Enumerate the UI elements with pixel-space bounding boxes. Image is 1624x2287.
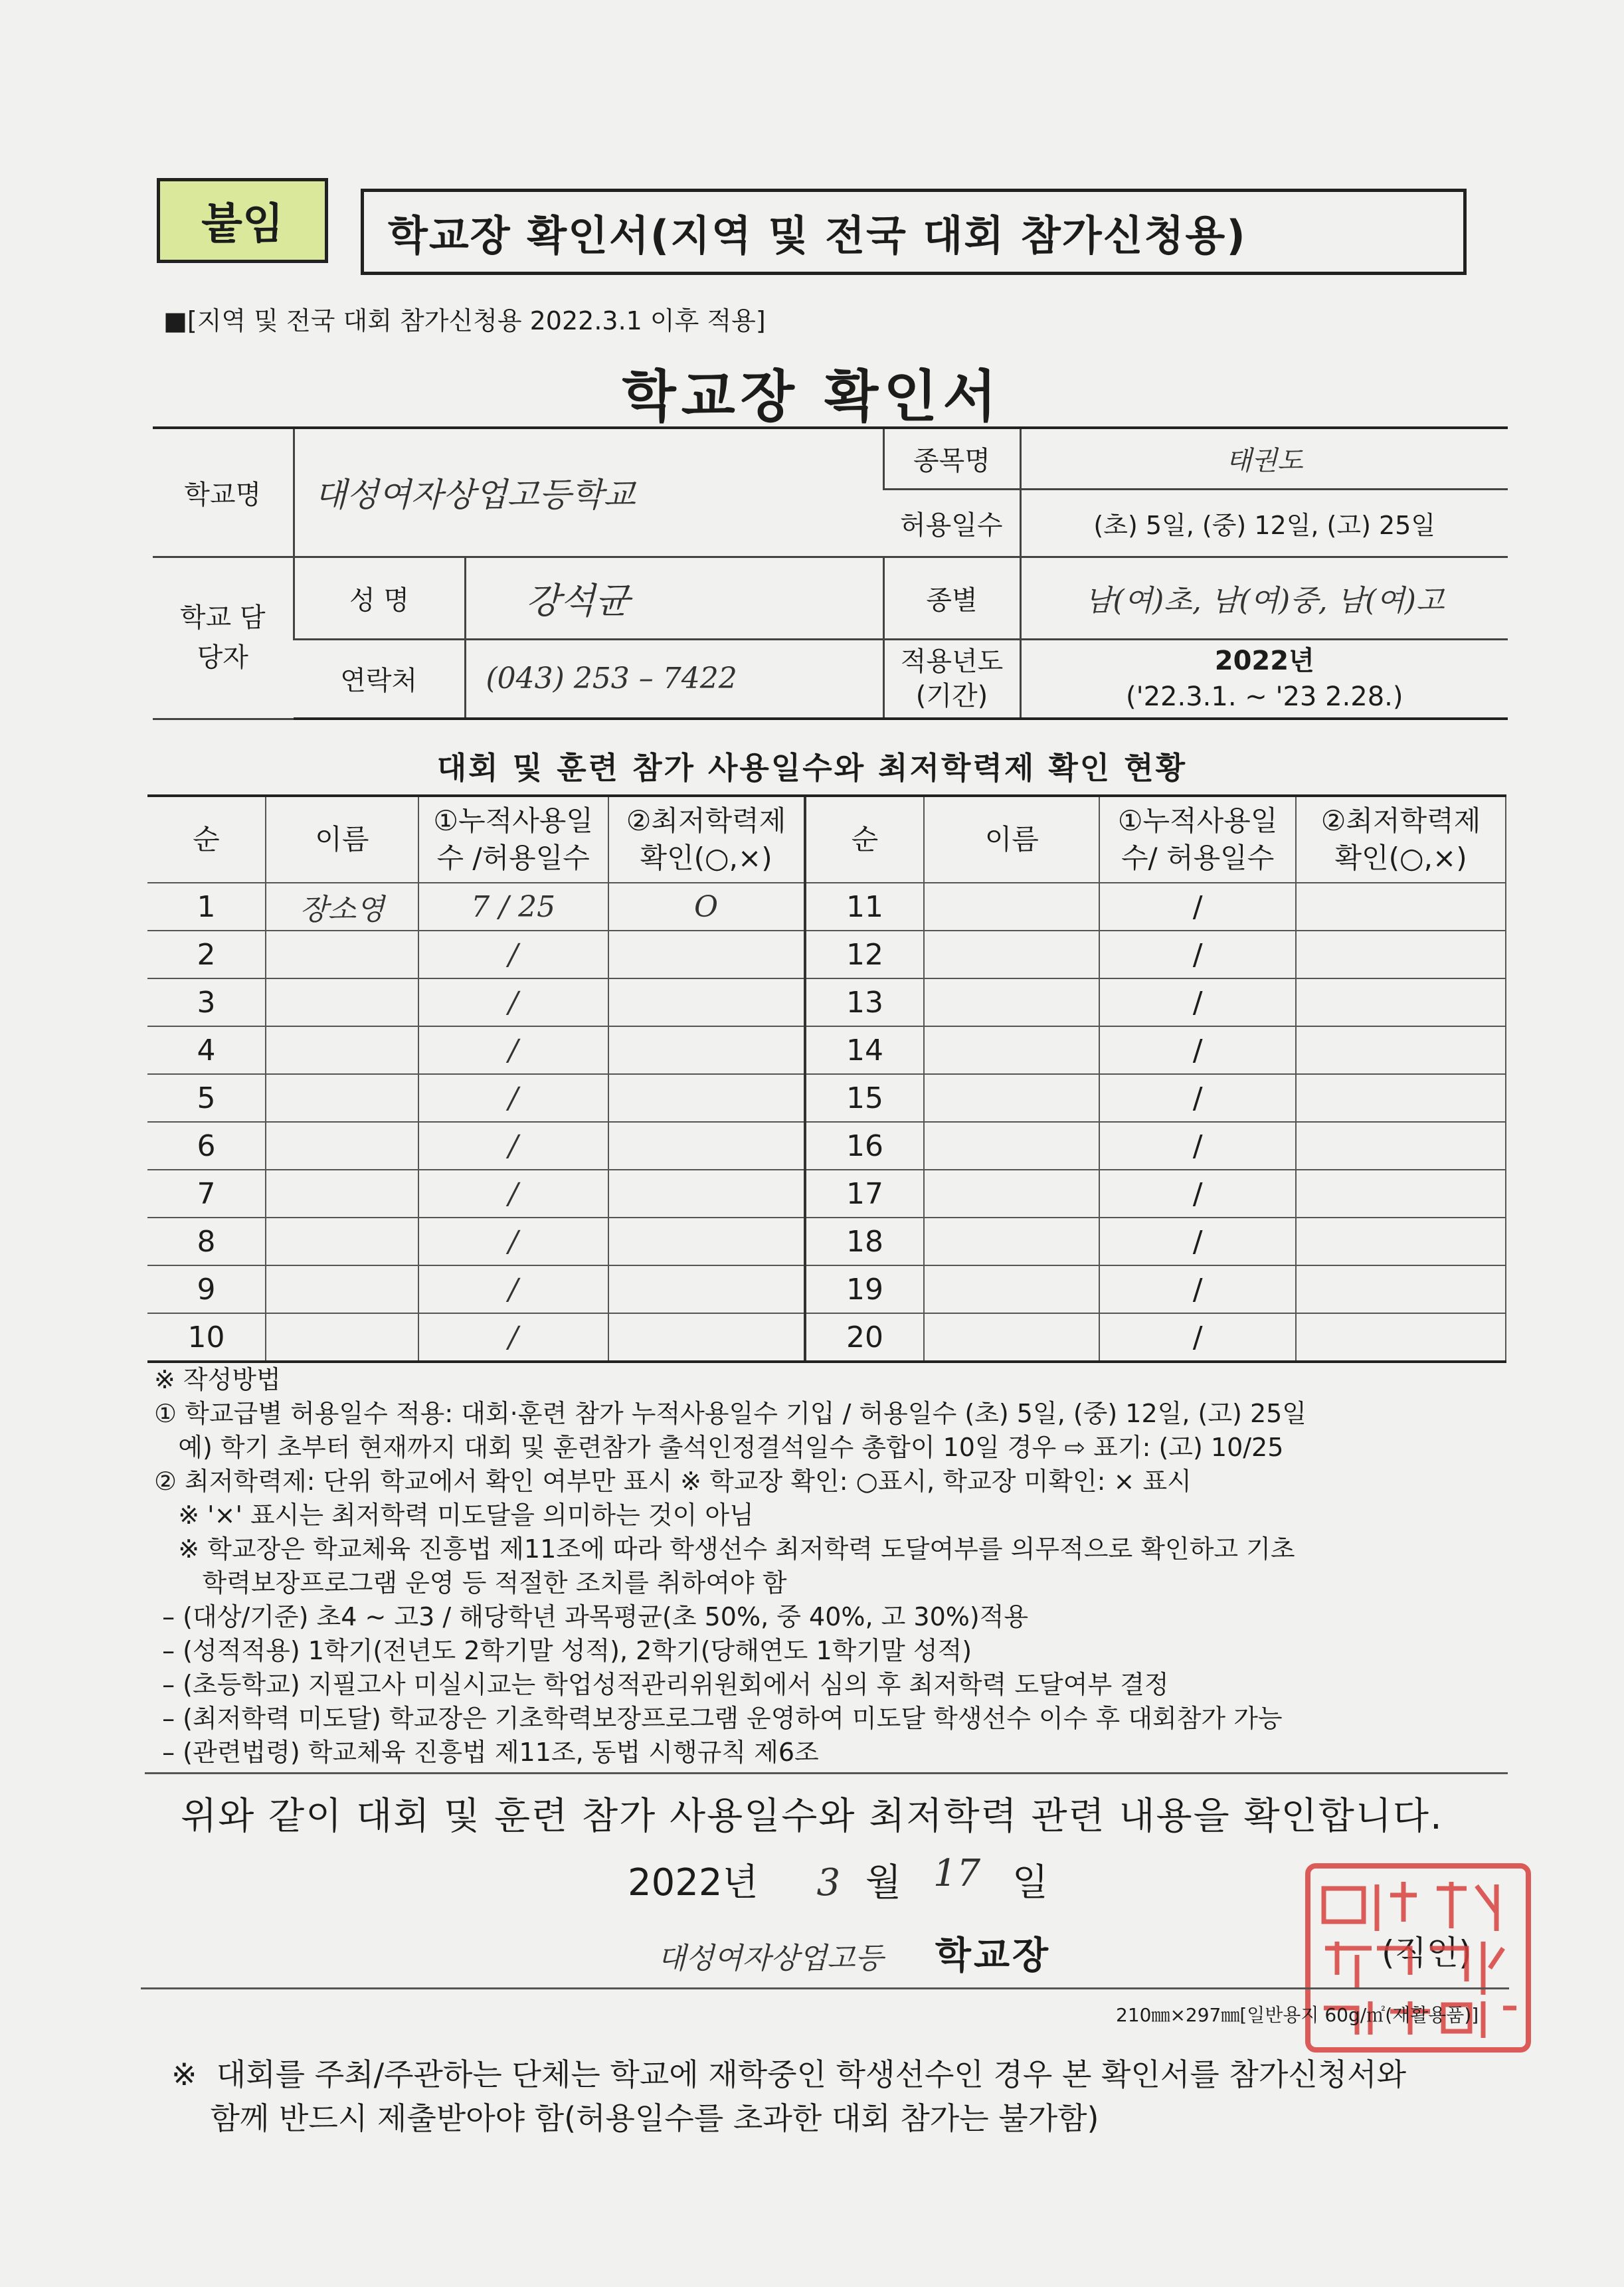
table-row [147,1026,1506,1074]
row-number-right: 12 [805,931,925,978]
row-number: 3 [147,978,266,1026]
allowed-days-label: 허용일수 [883,489,1020,557]
date-line [628,1853,1048,1906]
date-year: 2022년 [628,1861,759,1904]
header-days: ①누적사용일수 /허용일수 [418,796,608,883]
row-number-right: 14 [805,1026,925,1074]
footer-note [171,2053,1500,2140]
row-days: / [418,1026,608,1074]
table-row [147,1170,1506,1218]
row-check-right [1296,978,1506,1026]
sport-value: 태권도 [1020,428,1508,489]
row-days: / [418,1265,608,1313]
row-days: / [418,1074,608,1122]
row-check-right [1296,1313,1506,1362]
row-number: 2 [147,931,266,978]
row-check-right [1296,1265,1506,1313]
school-value: 대성여자상업고등학교 [294,428,883,557]
row-days-right: / [1099,978,1296,1026]
row-name-right [924,978,1099,1026]
row-number: 9 [147,1265,266,1313]
row-name-right [924,1170,1099,1218]
seal-label: (직인) [1382,1934,1472,1972]
row-number-right: 11 [805,883,925,931]
row-number: 7 [147,1170,266,1218]
row-name-right [924,1313,1099,1362]
table-row [147,1265,1506,1313]
row-check [608,1313,805,1362]
row-days-right: / [1099,1218,1296,1265]
row-days-right: / [1099,1074,1296,1122]
year-label: 적용년도 (기간) [883,639,1020,719]
row-number-right: 18 [805,1218,925,1265]
footer-line-2: 함께 반드시 제출받아야 함(허용일수를 초과한 대회 참가는 불가함) [171,2100,1099,2136]
name-label: 성 명 [294,557,465,639]
row-check [608,931,805,978]
note-line: – (초등학교) 지필고사 미실시교는 학업성적관리위원회에서 심의 후 최저학력 도달여부 결정 [154,1670,1169,1699]
table-row [147,1074,1506,1122]
table-row [147,1218,1506,1265]
note-line: ※ '×' 표시는 최저학력 미도달을 의미하는 것이 아님 [154,1501,754,1530]
row-check-right [1296,1218,1506,1265]
row-number-right: 19 [805,1265,925,1313]
date-month-unit: 월 [865,1861,901,1904]
row-days: / [418,1218,608,1265]
signature-line [658,1926,1051,1979]
status-table [147,794,1506,1363]
row-name [266,1122,418,1170]
row-name [266,978,418,1026]
table-row [147,931,1506,978]
scope-note: ■[지역 및 전국 대회 참가신청용 2022.3.1 이후 적용] [163,306,766,335]
confirm-text: 위와 같이 대회 및 훈련 참가 사용일수와 최저학력 관련 내용을 확인합니다. [181,1795,1443,1838]
note-line: 학력보장프로그램 운영 등 적절한 조치를 취하여야 함 [154,1568,787,1598]
info-table [153,426,1508,720]
row-number-right: 15 [805,1074,925,1122]
row-number: 4 [147,1026,266,1074]
row-check: O [608,883,805,931]
row-check [608,1122,805,1170]
row-name-right [924,1218,1099,1265]
contact-value: (043) 253 – 7422 [465,639,883,719]
row-days-right: / [1099,883,1296,931]
divider [145,1772,1508,1774]
note-line: ① 학교급별 허용일수 적용: 대회·훈련 참가 누적사용일수 기입 / 허용일수 (초) 5일, (중) 12일, (고) 25일 [154,1399,1307,1428]
row-check-right [1296,1170,1506,1218]
row-name-right [924,1026,1099,1074]
row-days: / [418,1170,608,1218]
manager-label: 학교 담당자 [153,557,294,719]
allowed-days-value: (초) 5일, (중) 12일, (고) 25일 [1020,489,1508,557]
row-number-right: 13 [805,978,925,1026]
note-line: ※ 작성방법 [154,1365,281,1394]
table-row [147,1313,1506,1362]
row-days: 7 / 25 [418,883,608,931]
note-line: ※ 학교장은 학교체육 진흥법 제11조에 따라 학생선수 최저학력 도달여부를 의무적으로 확인하고 기초 [154,1534,1295,1564]
year-cell [1020,639,1508,719]
header-no: 순 [147,796,266,883]
row-check-right [1296,1122,1506,1170]
signature-title: 학교장 [935,1934,1051,1977]
row-name [266,1218,418,1265]
row-check-right [1296,883,1506,931]
header-name-right: 이름 [924,796,1099,883]
note-line: ② 최저학력제: 단위 학교에서 확인 여부만 표시 ※ 학교장 확인: ○표시, 학교장 미확인: × 표시 [154,1467,1192,1496]
header-no-right: 순 [805,796,925,883]
note-line: – (최저학력 미도달) 학교장은 기초학력보장프로그램 운영하여 미도달 학생선수 이수 후 대회참가 가능 [154,1704,1283,1733]
row-name-right [924,931,1099,978]
footer-line-1: ※ 대회를 주최/주관하는 단체는 학교에 재학중인 학생선수인 경우 본 확인서를 참가신청서와 [171,2057,1407,2092]
header-check-right: ②최저학력제 확인(○,×) [1296,796,1506,883]
row-days: / [418,1313,608,1362]
row-days-right: / [1099,1313,1296,1362]
row-days-right: / [1099,1170,1296,1218]
row-name [266,1026,418,1074]
note-line: – (성적적용) 1학기(전년도 2학기말 성적), 2학기(당해연도 1학기말 성적) [154,1636,972,1665]
date-day: 17 [933,1852,981,1895]
note-line: – (대상/기준) 초4 ~ 고3 / 해당학년 과목평균(초 50%, 중 40%, 고 30%)적용 [154,1602,1029,1631]
table-row [147,978,1506,1026]
notes [154,1363,1516,1770]
attachment-badge: 붙임 [157,178,328,263]
school-label: 학교명 [153,428,294,557]
row-days: / [418,931,608,978]
row-check [608,1265,805,1313]
year-value: 2022년 [1214,645,1314,676]
header-title: 학교장 확인서(지역 및 전국 대회 참가신청용) [361,189,1467,275]
row-name: 장소영 [266,883,418,931]
category-value: 남(여)초, 남(여)중, 남(여)고 [1020,557,1508,639]
sport-label: 종목명 [883,428,1020,489]
paper-spec: 210㎜×297㎜[일반용지 60g/㎡(재활용품)] [1116,2004,1479,2026]
category-label: 종별 [883,557,1020,639]
row-name [266,1265,418,1313]
row-name [266,1170,418,1218]
period-value: ('22.3.1. ~ '23 2.28.) [1126,681,1403,712]
row-days-right: / [1099,1265,1296,1313]
document-title: 학교장 확인서 [622,364,1002,429]
row-days-right: / [1099,931,1296,978]
name-value: 강석균 [465,557,883,639]
row-name-right [924,1074,1099,1122]
note-line: 예) 학기 초부터 현재까지 대회 및 훈련참가 출석인정결석일수 총합이 10일 경우 ⇨ 표기: (고) 10/25 [154,1433,1284,1462]
row-name-right [924,1122,1099,1170]
signature-school: 대성여자상업고등 [658,1942,884,1975]
row-days-right: / [1099,1122,1296,1170]
row-number: 10 [147,1313,266,1362]
row-check-right [1296,1074,1506,1122]
table-row [147,883,1506,931]
date-month: 3 [816,1861,841,1904]
row-number: 8 [147,1218,266,1265]
footer-divider [141,1987,1509,1989]
row-name-right [924,1265,1099,1313]
row-number-right: 17 [805,1170,925,1218]
row-check [608,1218,805,1265]
row-days-right: / [1099,1026,1296,1074]
row-check-right [1296,931,1506,978]
row-check [608,1026,805,1074]
header-check: ②최저학력제 확인(○,×) [608,796,805,883]
row-days: / [418,1122,608,1170]
row-name-right [924,883,1099,931]
row-number-right: 16 [805,1122,925,1170]
row-number: 1 [147,883,266,931]
header-days-right: ①누적사용일수/ 허용일수 [1099,796,1296,883]
row-check [608,1170,805,1218]
row-name [266,931,418,978]
contact-label: 연락처 [294,639,465,719]
row-number: 6 [147,1122,266,1170]
note-line: – (관련법령) 학교체육 진흥법 제11조, 동법 시행규칙 제6조 [154,1738,819,1767]
row-number: 5 [147,1074,266,1122]
row-check [608,978,805,1026]
row-name [266,1074,418,1122]
date-day-unit: 일 [1012,1861,1048,1904]
row-number-right: 20 [805,1313,925,1362]
row-check-right [1296,1026,1506,1074]
row-check [608,1074,805,1122]
section-title: 대회 및 훈련 참가 사용일수와 최저학력제 확인 현황 [436,750,1188,786]
header-name: 이름 [266,796,418,883]
row-name [266,1313,418,1362]
table-row [147,1122,1506,1170]
row-days: / [418,978,608,1026]
